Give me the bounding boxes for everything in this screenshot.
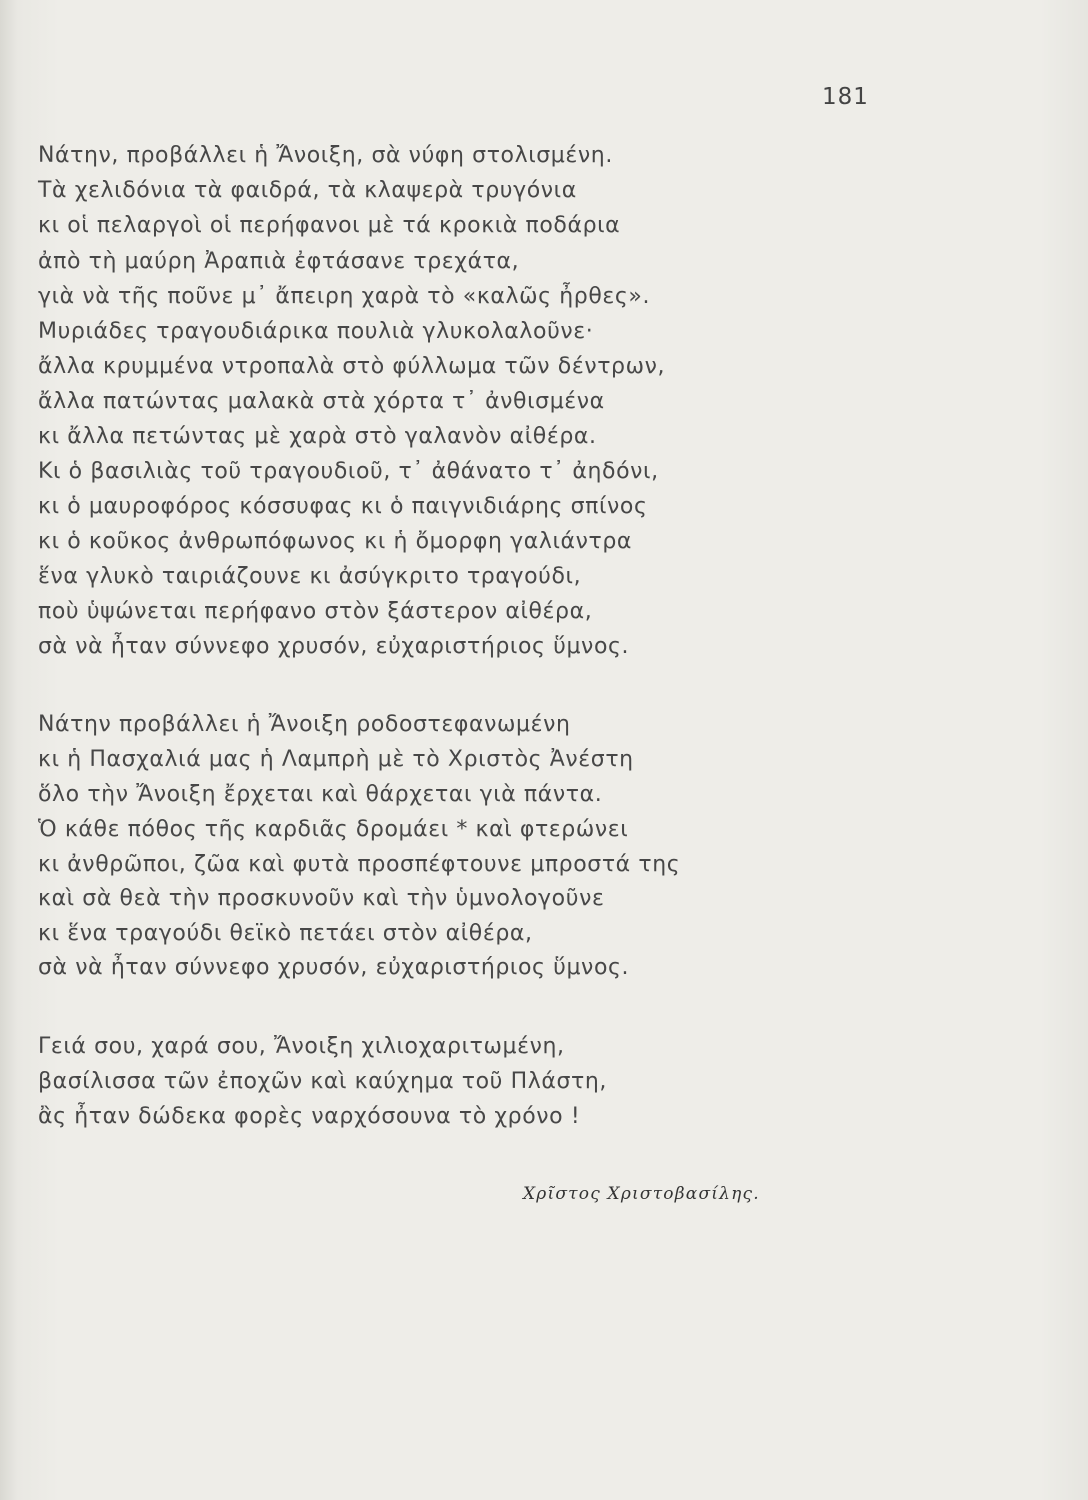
poem-line: ὅλο τὴν Ἄνοιξη ἔρχεται καὶ θάρχεται γιὰ πάντα. <box>38 782 603 807</box>
poem-line: ἀπὸ τὴ μαύρη Ἀραπιὰ ἐφτάσανε τρεχάτα, <box>38 249 520 274</box>
author-signature: Χρῖστος Χριστοβασίλης. <box>523 1184 760 1204</box>
poem-line: κι οἱ πελαργοὶ οἱ περήφανοι μὲ τά κροκιὰ ποδάρια <box>38 213 621 238</box>
poem-line: κι ὁ μαυροφόρος κόσσυφας κι ὁ παιγνιδιάρης σπίνος <box>38 494 648 519</box>
poem-line: ἕνα γλυκὸ ταιριάζουνε κι ἀσύγκριτο τραγούδι, <box>38 564 582 589</box>
poem-line: βασίλισσα τῶν ἐποχῶν καὶ καύχημα τοῦ Πλάστη, <box>38 1069 607 1094</box>
poem-line: ἄλλα πατώντας μαλακὰ στὰ χόρτα τ᾿ ἀνθισμένα <box>38 389 605 414</box>
page-number: 181 <box>822 84 869 110</box>
poem-line: κι ἄλλα πετώντας μὲ χαρὰ στὸ γαλανὸν αἰθέρα. <box>38 424 597 449</box>
poem-line: Τὰ χελιδόνια τὰ φαιδρά, τὰ κλαψερὰ τρυγόνια <box>38 178 577 203</box>
poem-line: ἂς ἦταν δώδεκα φορὲς ναρχόσουνα τὸ χρόνο ! <box>38 1104 581 1129</box>
poem-line: Ὁ κάθε πόθος τῆς καρδιᾶς δρομάει * καὶ φτερώνει <box>38 817 629 842</box>
poem-line: Κι ὁ βασιλιὰς τοῦ τραγουδιοῦ, τ᾿ ἀθάνατο τ᾿ ἀηδόνι, <box>38 459 659 484</box>
poem-line: Νάτην, προβάλλει ἡ Ἄνοιξη, σὰ νύφη στολισμένη. <box>38 143 613 168</box>
poem-line: γιὰ νὰ τῆς ποῦνε μ᾿ ἄπειρη χαρὰ τὸ «καλῶς ἦρθες». <box>38 284 651 309</box>
poem-line: Γειά σου, χαρά σου, Ἄνοιξη χιλιοχαριτωμένη, <box>38 1034 565 1059</box>
poem-line: κι ἡ Πασχαλιά μας ἡ Λαμπρὴ μὲ τὸ Χριστὸς Ἀνέστη <box>38 747 634 772</box>
poem-line: Μυριάδες τραγουδιάρικα πουλιὰ γλυκολαλοῦνε· <box>38 319 594 344</box>
poem-line: Νάτην προβάλλει ἡ Ἄνοιξη ροδοστεφανωμένη <box>38 712 571 737</box>
poem-line: ποὺ ὑψώνεται περήφανο στὸν ξάστερον αἰθέρα, <box>38 599 593 624</box>
poem-line: σὰ νὰ ἦταν σύννεφο χρυσόν, εὐχαριστήριος ὕμνος. <box>38 634 630 659</box>
poem-line: καὶ σὰ θεὰ τὴν προσκυνοῦν καὶ τὴν ὑμνολογοῦνε <box>38 886 605 911</box>
poem-line: κι ὁ κοῦκος ἀνθρωπόφωνος κι ἡ ὄμορφη γαλιάντρα <box>38 529 633 554</box>
poem-line: κι ἀνθρῶποι, ζῶα καὶ φυτὰ προσπέφτουνε μπροστά της <box>38 852 681 877</box>
poem-line: ἄλλα κρυμμένα ντροπαλὰ στὸ φύλλωμα τῶν δέντρων, <box>38 354 666 379</box>
poem-line: κι ἕνα τραγούδι θεϊκὸ πετάει στὸν αἰθέρα, <box>38 921 533 946</box>
poem-line: σὰ νὰ ἦταν σύννεφο χρυσόν, εὐχαριστήριος ὕμνος. <box>38 955 630 980</box>
